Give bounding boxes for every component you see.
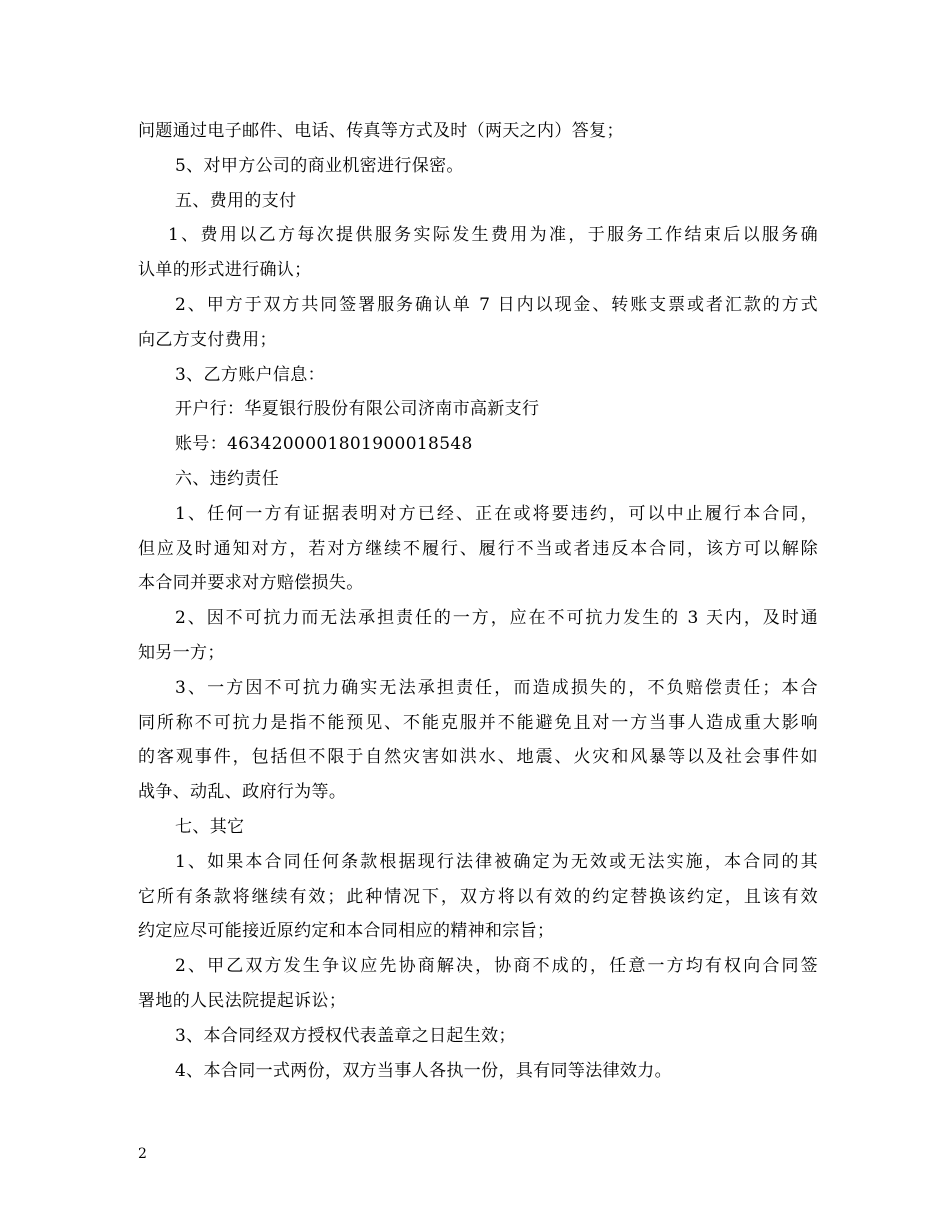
text-line: 署地的人民法院提起诉讼； [138, 990, 347, 1011]
text-line: 战争、动乱、政府行为等。 [138, 782, 347, 803]
text-line: 3、本合同经双方授权代表盖章之日起生效； [175, 1025, 516, 1046]
text-line: 3、一方因不可抗力确实无法承担责任，而造成损失的，不负赔偿责任；本合 [175, 677, 818, 698]
text-line: 4、本合同一式两份，双方当事人各执一份，具有同等法律效力。 [175, 1060, 672, 1081]
text-line: 1、任何一方有证据表明对方已经、正在或将要违约，可以中止履行本合同， [175, 503, 818, 524]
text-line: 约定应尽可能接近原约定和本合同相应的精神和宗旨； [138, 921, 555, 942]
text-line: 但应及时通知对方，若对方继续不履行、履行不当或者违反本合同，该方可以解除 [138, 538, 818, 559]
text-line: 2、甲方于双方共同签署服务确认单 7 日内以现金、转账支票或者汇款的方式 [175, 294, 818, 315]
page-number: 2 [138, 1146, 147, 1162]
text-line: 六、违约责任 [175, 468, 280, 489]
text-line: 认单的形式进行确认； [138, 260, 312, 281]
text-line: 知另一方； [138, 642, 225, 663]
text-line: 3、乙方账户信息： [175, 364, 325, 385]
text-line: 同所称不可抗力是指不能预见、不能克服并不能避免且对一方当事人造成重大影响 [138, 712, 818, 733]
text-line: 五、费用的支付 [175, 190, 297, 211]
text-line: 1、费用以乙方每次提供服务实际发生费用为准，于服务工作结束后以服务确 [168, 225, 818, 246]
text-line: 2、甲乙双方发生争议应先协商解决，协商不成的，任意一方均有权向合同签 [175, 956, 818, 977]
text-line: 的客观事件，包括但不限于自然灾害如洪水、地震、火灾和风暴等以及社会事件如 [138, 747, 818, 768]
text-line: 2、因不可抗力而无法承担责任的一方，应在不可抗力发生的 3 天内，及时通 [175, 608, 818, 629]
text-line: 开户行：华夏银行股份有限公司济南市高新支行 [175, 399, 540, 420]
text-line: 账号：4634200001801900018548 [175, 434, 473, 455]
text-line: 问题通过电子邮件、电话、传真等方式及时（两天之内）答复； [138, 121, 624, 141]
text-line: 它所有条款将继续有效；此种情况下，双方将以有效的约定替换该约定，且该有效 [138, 886, 818, 907]
text-line: 向乙方支付费用； [138, 329, 277, 350]
text-line: 七、其它 [175, 816, 245, 837]
document-body [138, 114, 818, 1088]
text-line: 1、如果本合同任何条款根据现行法律被确定为无效或无法实施，本合同的其 [175, 851, 818, 872]
text-line: 5、对甲方公司的商业机密进行保密。 [175, 155, 464, 176]
text-line: 本合同并要求对方赔偿损失。 [138, 573, 364, 594]
